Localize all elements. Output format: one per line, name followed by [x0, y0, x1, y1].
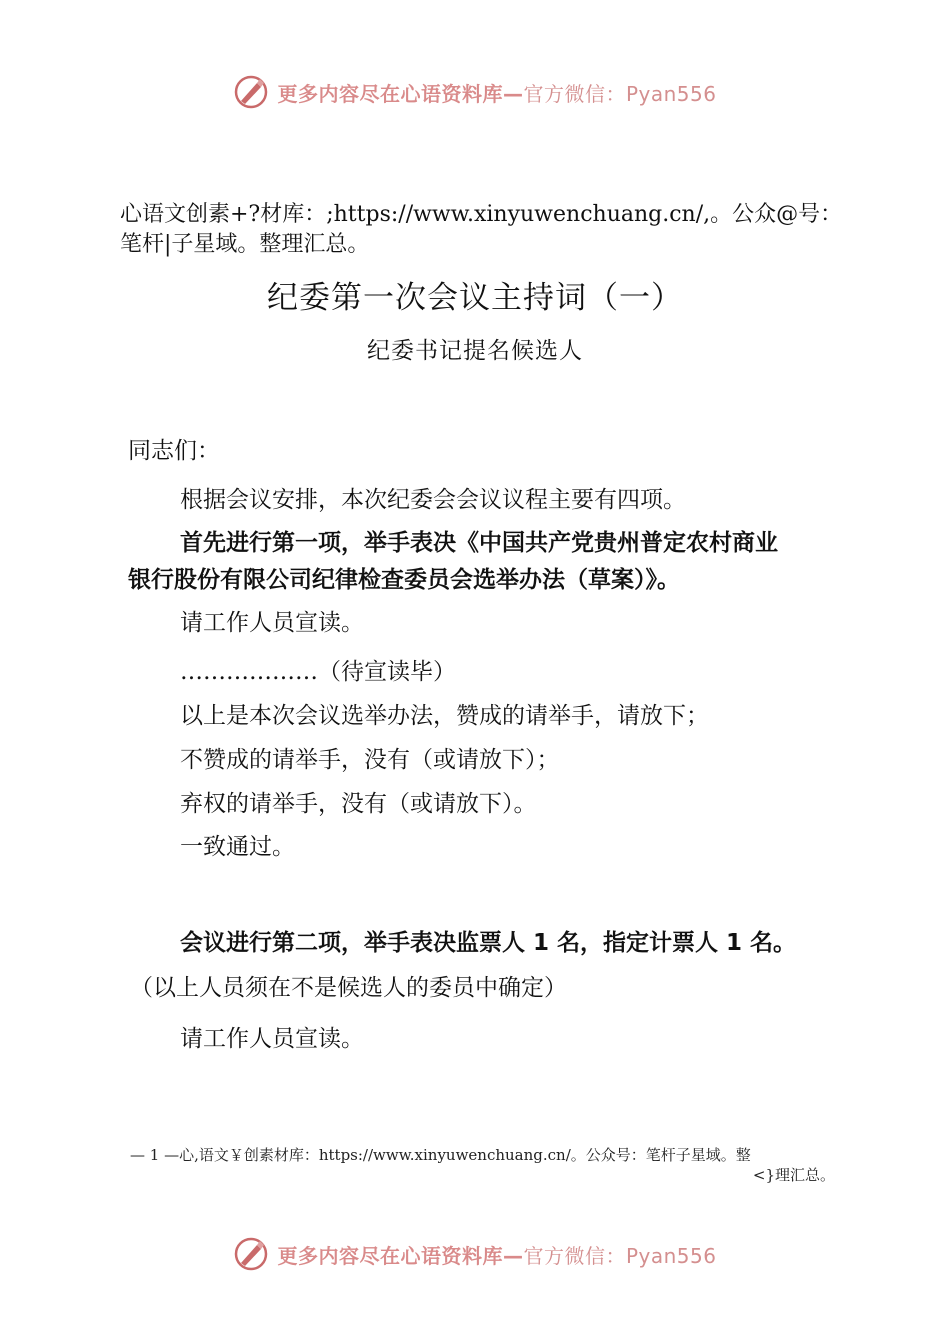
item1-line1: 首先进行第一项，举手表决《中国共产党贵州普定农村商业: [180, 530, 778, 556]
bottom-banner: [0, 1232, 950, 1276]
footer-line1: — 1 —心,语文￥创素材库：https://www.xinyuwenchuang.cn/。公众号：笔杆子星域。整: [130, 1146, 751, 1164]
top-banner: [0, 70, 950, 114]
passed-line: 一致通过。: [180, 834, 295, 860]
banner-text: 更多内容尽在心语资料库—官方微信：Pyan556: [277, 1243, 717, 1268]
read-instruction-2: 请工作人员宣读。: [180, 1026, 364, 1052]
document-title: 纪委第一次会议主持词（一）: [267, 280, 683, 316]
item1-line2: 银行股份有限公司纪律检查委员会选举办法（草案）》。: [128, 567, 680, 593]
vote-yes: 以上是本次会议选举办法，赞成的请举手，请放下；: [180, 703, 709, 729]
vote-no: 不赞成的请举手，没有（或请放下）；: [180, 747, 560, 773]
banner-text: 更多内容尽在心语资料库—官方微信：Pyan556: [277, 81, 717, 106]
source-line: 心语文创素+?材库：;https://www.xinyuwenchuang.cn/,。公众@号：笔杆|子星域。整理汇总。: [120, 202, 843, 257]
document-subtitle: 纪委书记提名候选人: [367, 338, 583, 364]
read-instruction-1: 请工作人员宣读。: [180, 610, 364, 636]
item2-line: 会议进行第二项，举手表决监票人 1 名，指定计票人 1 名。: [180, 930, 797, 956]
intro-paragraph: 根据会议安排，本次纪委会会议议程主要有四项。: [180, 487, 686, 513]
banner-wechat: 官方微信：Pyan556: [523, 81, 717, 106]
item2-note: （以上人员须在不是候选人的委员中确定）: [130, 975, 567, 1001]
salutation: 同志们：: [128, 438, 220, 464]
page-footer: [130, 1145, 835, 1185]
banner-wechat: 官方微信：Pyan556: [523, 1243, 717, 1268]
pen-logo-icon: [233, 74, 269, 110]
vote-abstain: 弃权的请举手，没有（或请放下）。: [180, 791, 537, 817]
footer-line2: <}理汇总。: [752, 1166, 835, 1184]
pending-reading: ………………（待宣读毕）: [180, 659, 456, 685]
pen-logo-icon: [233, 1236, 269, 1272]
